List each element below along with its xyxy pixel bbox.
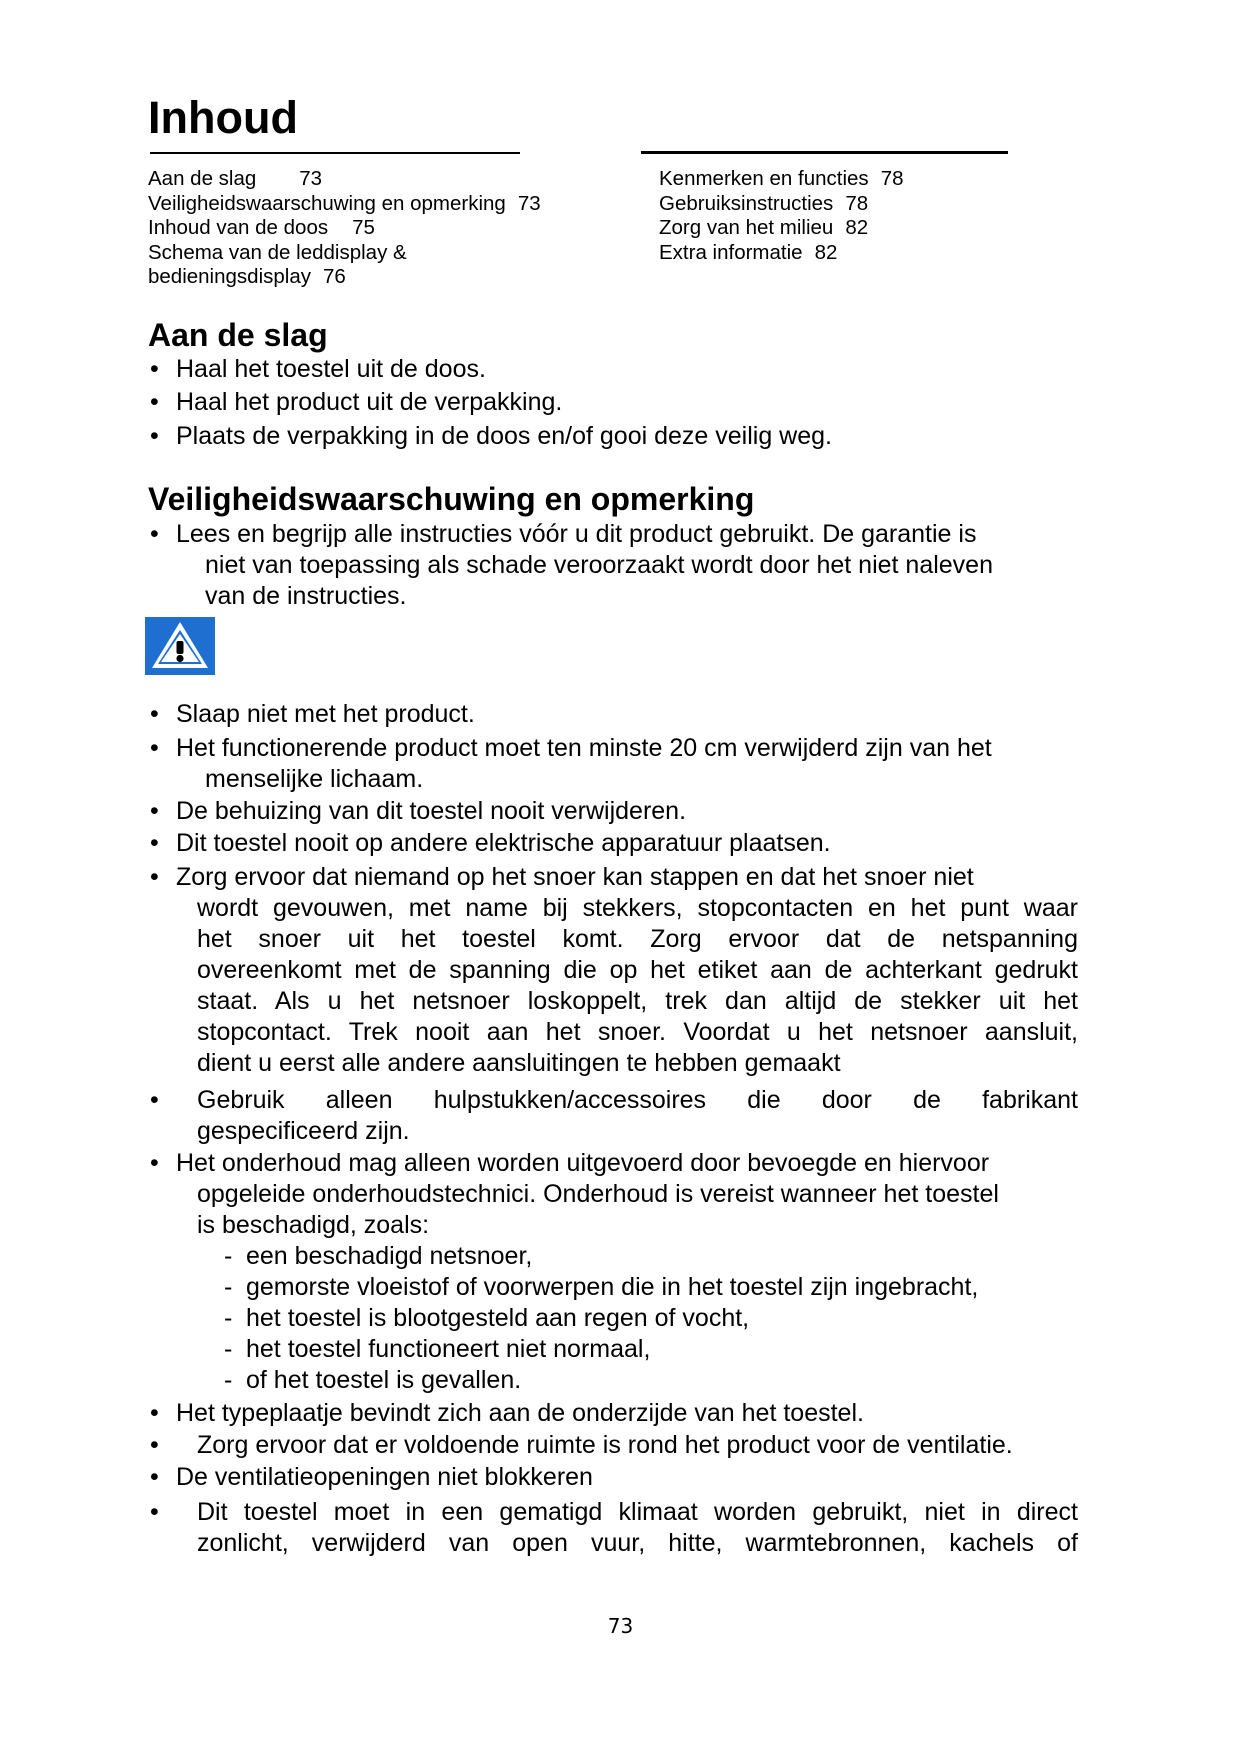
page-title: Inhoud (148, 92, 298, 143)
safety-list (148, 699, 1078, 1559)
dash-item: - het toestel is blootgesteld aan regen of vocht, (224, 1304, 750, 1332)
list-item: • De behuizing van dit toestel nooit verwijderen. (150, 797, 687, 825)
bullet: • (150, 1431, 159, 1459)
dash-item: - of het toestel is gevallen. (224, 1366, 522, 1394)
bullet: • (150, 863, 159, 891)
aan-de-slag-list (148, 354, 1078, 452)
toc-entry[interactable]: Zorg van het milieu 82 (659, 216, 869, 239)
section-heading-veiligheid: Veiligheidswaarschuwing en opmerking (148, 481, 755, 517)
page-number: 73 (607, 1614, 634, 1638)
list-item: • Dit toestel nooit op andere elektrische apparatuur plaatsen. (150, 829, 831, 857)
list-item: • Haal het toestel uit de doos. (150, 355, 486, 383)
toc-divider-left (150, 152, 520, 154)
bullet: • (150, 1086, 159, 1114)
intro-list (148, 519, 1078, 612)
bullet: • (150, 1463, 159, 1491)
warning-triangle-icon (145, 617, 215, 675)
toc-divider-right (641, 151, 1008, 154)
bullet: • (150, 422, 159, 450)
list-item: • Slaap niet met het product. (150, 700, 475, 728)
toc-entry[interactable]: Inhoud van de doos 75 (148, 216, 375, 239)
toc-entry[interactable]: bedieningsdisplay 76 (148, 265, 346, 288)
bullet: • (150, 797, 159, 825)
list-item: • Het functionerende product moet ten minste 20 cm verwijderd zijn van het menselijke lichaam. (150, 734, 992, 793)
list-item: • Dit toestel moet in een gematigd klimaat worden gebruikt, niet in direct zonlicht, verwijderd van open vuur, hitte, warmtebronnen, kachels of (150, 1498, 1078, 1557)
list-item: • Zorg ervoor dat er voldoende ruimte is rond het product voor de ventilatie. (150, 1431, 1013, 1459)
list-item: • Haal het product uit de verpakking. (150, 388, 563, 416)
dash-item: - gemorste vloeistof of voorwerpen die in het toestel zijn ingebracht, (224, 1273, 979, 1301)
toc-entry[interactable]: Aan de slag 73 (148, 167, 323, 190)
bullet: • (150, 700, 159, 728)
dash-item: - het toestel functioneert niet normaal, (224, 1335, 651, 1363)
bullet: • (150, 1399, 159, 1427)
list-item: • Lees en begrijp alle instructies vóór u dit product gebruikt. De garantie is niet van toepassing als schade veroorzaakt wordt door het niet naleven van de instructies. (150, 520, 993, 610)
list-item: • Het typeplaatje bevindt zich aan de onderzijde van het toestel. (150, 1399, 864, 1427)
list-item: • Gebruik alleen hulpstukken/accessoires die door de fabrikant gespecificeerd zijn. (150, 1086, 1078, 1145)
list-item: • De ventilatieopeningen niet blokkeren (150, 1463, 593, 1491)
section-heading-aan-de-slag: Aan de slag (148, 317, 328, 353)
bullet: • (150, 520, 159, 548)
toc-entry[interactable]: Veiligheidswaarschuwing en opmerking 73 (148, 191, 541, 215)
dash-item: - een beschadigd netsnoer, (224, 1242, 533, 1270)
toc-left-column (148, 167, 541, 290)
toc-entry[interactable]: Kenmerken en functies 78 (659, 167, 904, 190)
toc-right-column (659, 167, 904, 265)
toc-entry[interactable]: Schema van de leddisplay & (148, 240, 407, 264)
list-item: • Plaats de verpakking in de doos en/of gooi deze veilig weg. (150, 422, 832, 450)
list-item: • Het onderhoud mag alleen worden uitgevoerd door bevoegde en hiervoor opgeleide onderhoudstechnici. Onderhoud is vereist wanneer het toestel is beschadigd, zoals: - een beschadigd netsnoer, - gemorste vloeistof of voorwerpen die in het toestel zijn ingebracht, - het toestel is blootgesteld aan regen of vocht, - het toestel functioneert niet normaal, - of het toestel is gevallen. (148, 1148, 1078, 1398)
bullet: • (150, 388, 159, 416)
bullet: • (150, 355, 159, 383)
bullet: • (150, 734, 159, 762)
list-item: • Zorg ervoor dat niemand op het snoer kan stappen en dat het snoer niet wordt gevouwen, met name bij stekkers, stopcontacten en het punt waar het snoer uit het toestel komt. Zorg ervoor dat de netspanning overeenkomt met de spanning die op het etiket aan de achterkant gedrukt staat. Als u het netsnoer loskoppelt, trek dan altijd de stekker uit het stopcontact. Trek nooit aan het snoer. Voordat u het netsnoer aansluit, dient u eerst alle andere aansluitingen te hebben gemaakt (150, 863, 1078, 1077)
bullet: • (150, 1149, 159, 1177)
bullet: • (150, 829, 159, 857)
toc-entry[interactable]: Extra informatie 82 (659, 240, 838, 264)
toc-entry[interactable]: Gebruiksinstructies 78 (659, 191, 869, 215)
bullet: • (150, 1498, 159, 1526)
